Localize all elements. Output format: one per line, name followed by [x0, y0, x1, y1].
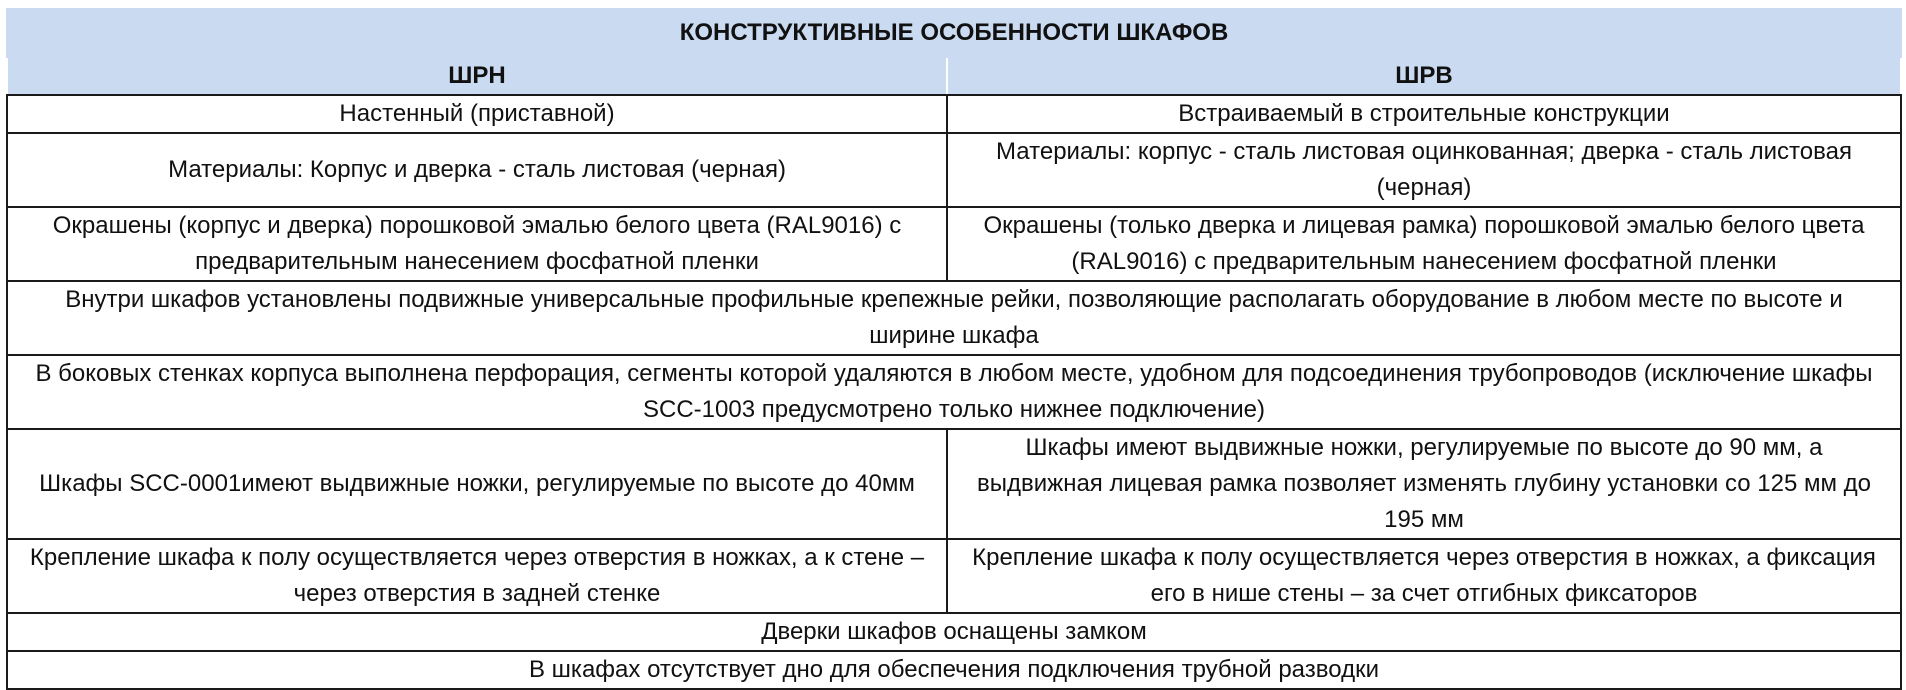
- column-header-shrn: ШРН: [7, 57, 947, 95]
- column-header-shrv: ШРВ: [947, 57, 1901, 95]
- column-header-row: [7, 57, 1901, 95]
- cabinet-features-table: [6, 8, 1902, 690]
- cell-shrn-materials: Материалы: Корпус и дверка - сталь листовая (черная): [7, 133, 947, 207]
- cell-mounting-rails: Внутри шкафов установлены подвижные универсальные профильные крепежные рейки, позволяющие располагать оборудование в любом месте по высоте и ширине шкафа: [7, 281, 1901, 355]
- table-row: [7, 539, 1901, 613]
- table-title-row: [7, 9, 1901, 57]
- table-row: [7, 613, 1901, 651]
- cell-shrn-mounting: Настенный (приставной): [7, 95, 947, 133]
- table-row: [7, 281, 1901, 355]
- table-title: КОНСТРУКТИВНЫЕ ОСОБЕННОСТИ ШКАФОВ: [7, 9, 1901, 57]
- cell-shrv-fixing: Крепление шкафа к полу осуществляется через отверстия в ножках, а фиксация его в нише стены – за счет отгибных фиксаторов: [947, 539, 1901, 613]
- table-row: [7, 651, 1901, 689]
- table-row: [7, 355, 1901, 429]
- table-row: [7, 95, 1901, 133]
- cell-shrv-materials: Материалы: корпус - сталь листовая оцинкованная; дверка - сталь листовая (черная): [947, 133, 1901, 207]
- table-row: [7, 207, 1901, 281]
- cell-no-bottom: В шкафах отсутствует дно для обеспечения подключения трубной разводки: [7, 651, 1901, 689]
- table-row: [7, 429, 1901, 539]
- table-row: [7, 133, 1901, 207]
- cell-shrn-legs: Шкафы SCC-0001имеют выдвижные ножки, регулируемые по высоте до 40мм: [7, 429, 947, 539]
- cell-shrv-legs: Шкафы имеют выдвижные ножки, регулируемые по высоте до 90 мм, а выдвижная лицевая рамка позволяет изменять глубину установки со 125 мм до 195 мм: [947, 429, 1901, 539]
- cell-shrv-mounting: Встраиваемый в строительные конструкции: [947, 95, 1901, 133]
- cell-door-lock: Дверки шкафов оснащены замком: [7, 613, 1901, 651]
- cell-shrn-fixing: Крепление шкафа к полу осуществляется через отверстия в ножках, а к стене – через отверстия в задней стенке: [7, 539, 947, 613]
- cell-shrv-coating: Окрашены (только дверка и лицевая рамка) порошковой эмалью белого цвета (RAL9016) с предварительным нанесением фосфатной пленки: [947, 207, 1901, 281]
- spec-table-wrapper: [6, 8, 1900, 690]
- cell-shrn-coating: Окрашены (корпус и дверка) порошковой эмалью белого цвета (RAL9016) с предварительным нанесением фосфатной пленки: [7, 207, 947, 281]
- cell-perforation: В боковых стенках корпуса выполнена перфорация, сегменты которой удаляются в любом месте, удобном для подсоединения трубопроводов (исключение шкафы SCC-1003 предусмотрено только нижнее подключение): [7, 355, 1901, 429]
